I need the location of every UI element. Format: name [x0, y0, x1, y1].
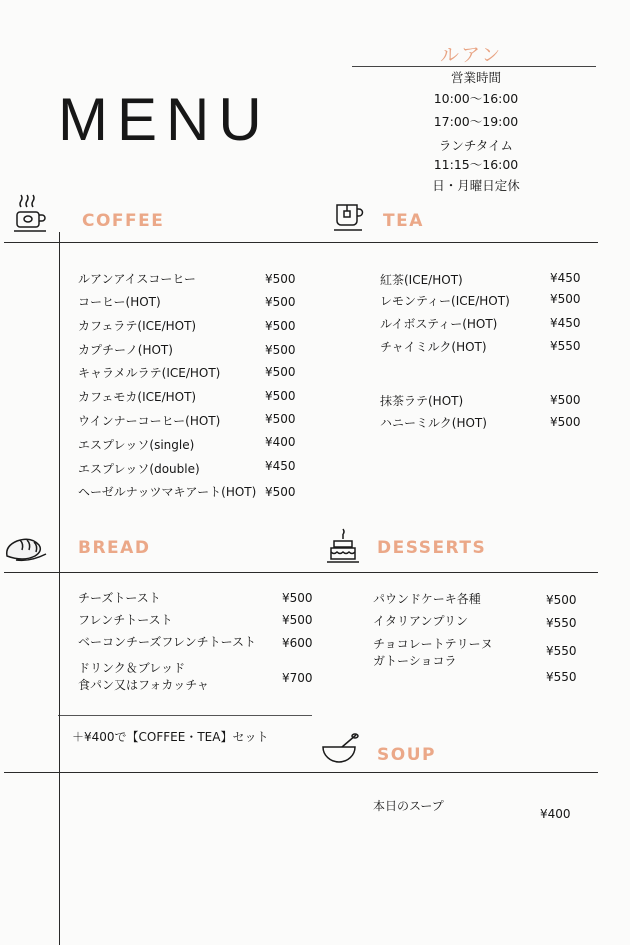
tea-item-name: ルイボスティー(HOT) [380, 317, 498, 331]
left-vertical-rule [59, 232, 60, 945]
coffee-item-price: ¥400 [265, 435, 296, 449]
closed-days: 日・月曜日定休 [432, 178, 520, 193]
coffee-item-name: カプチーノ(HOT) [78, 343, 173, 357]
coffee-item-name: ヘーゼルナッツマキアート(HOT) [78, 485, 257, 499]
cake-icon [326, 527, 360, 565]
dessert-item-name-line1: チョコレートテリーヌ [373, 637, 493, 651]
coffee-item-price: ¥500 [265, 485, 296, 499]
coffee-item-name: エスプレッソ(single) [78, 438, 195, 452]
coffee-item-price: ¥450 [265, 459, 296, 473]
dessert-item-price: ¥550 [546, 644, 577, 658]
coffee-item-name: エスプレッソ(double) [78, 462, 200, 476]
hours-lunch-slot: 10:00〜16:00 [433, 91, 519, 106]
bread-item-name: ベーコンチーズフレンチトースト [78, 635, 257, 649]
coffee-item-price: ¥500 [265, 412, 296, 426]
tea-item-name: 抹茶ラテ(HOT) [380, 394, 464, 408]
tea-item-name: チャイミルク(HOT) [380, 340, 487, 354]
tea-cup-icon [332, 201, 364, 235]
bread-item-name-line1: ドリンク＆ブレッド [78, 661, 186, 675]
lunch-label: ランチタイム [438, 138, 514, 153]
set-note: ＋¥400で【COFFEE・TEA】セット [72, 730, 269, 744]
dessert-item-name-line2: ガトーショコラ [373, 654, 457, 668]
coffee-item-name: カフェモカ(ICE/HOT) [78, 390, 197, 404]
section-title-soup: SOUP [377, 745, 436, 765]
hours-evening-slot: 17:00〜19:00 [433, 114, 519, 129]
bread-section-divider [58, 715, 312, 716]
section-title-coffee: COFFEE [82, 211, 165, 231]
coffee-item-name: キャラメルラテ(ICE/HOT) [78, 366, 221, 380]
tea-item-price: ¥500 [550, 415, 581, 429]
bread-item-price: ¥700 [282, 671, 313, 685]
dessert-item-price: ¥500 [546, 593, 577, 607]
bread-icon [4, 530, 50, 564]
coffee-item-price: ¥500 [265, 343, 296, 357]
hours-label: 営業時間 [450, 70, 501, 85]
soup-divider [4, 772, 598, 773]
bread-item-price: ¥600 [282, 636, 313, 650]
dessert-item-price: ¥550 [546, 670, 577, 684]
tea-item-price: ¥500 [550, 292, 581, 306]
dessert-item-name [373, 636, 493, 670]
bread-item-price: ¥500 [282, 613, 313, 627]
bread-item-name [78, 660, 209, 694]
tea-item-price: ¥450 [550, 316, 581, 330]
bread-desserts-divider [4, 572, 598, 573]
coffee-cup-icon [12, 193, 48, 235]
lunch-hours: 11:15〜16:00 [433, 157, 519, 172]
section-title-desserts: DESSERTS [377, 538, 487, 558]
bread-item-name: チーズトースト [78, 591, 161, 605]
tea-item-price: ¥550 [550, 339, 581, 353]
coffee-item-name: コーヒー(HOT) [78, 295, 161, 309]
tea-item-name: ハニーミルク(HOT) [380, 416, 487, 430]
section-title-bread: BREAD [78, 538, 151, 558]
bread-item-price: ¥500 [282, 591, 313, 605]
menu-title: MENU [58, 86, 271, 153]
coffee-item-name: ウインナーコーヒー(HOT) [78, 414, 221, 428]
section-title-tea: TEA [383, 211, 424, 231]
coffee-item-price: ¥500 [265, 272, 296, 286]
soup-item-name: 本日のスープ [373, 799, 444, 813]
coffee-item-price: ¥500 [265, 389, 296, 403]
coffee-item-name: カフェラテ(ICE/HOT) [78, 319, 197, 333]
coffee-item-price: ¥500 [265, 319, 296, 333]
bread-item-name: フレンチトースト [78, 613, 173, 627]
coffee-item-name: ルアンアイスコーヒー [78, 272, 196, 286]
coffee-tea-divider [4, 242, 598, 243]
dessert-item-name: イタリアンプリン [373, 614, 469, 628]
shop-name: ルアン [440, 44, 503, 66]
dessert-item-price: ¥550 [546, 616, 577, 630]
soup-item-price: ¥400 [540, 807, 571, 821]
shop-name-underline [352, 66, 596, 67]
tea-item-name: レモンティー(ICE/HOT) [380, 294, 510, 308]
coffee-item-price: ¥500 [265, 295, 296, 309]
coffee-item-price: ¥500 [265, 365, 296, 379]
soup-bowl-icon [320, 733, 360, 767]
tea-item-price: ¥450 [550, 271, 581, 285]
dessert-item-name: パウンドケーキ各種 [373, 592, 481, 606]
tea-item-price: ¥500 [550, 393, 581, 407]
bread-item-name-line2: 食パン又はフォカッチャ [78, 678, 209, 692]
tea-item-name: 紅茶(ICE/HOT) [380, 273, 463, 287]
